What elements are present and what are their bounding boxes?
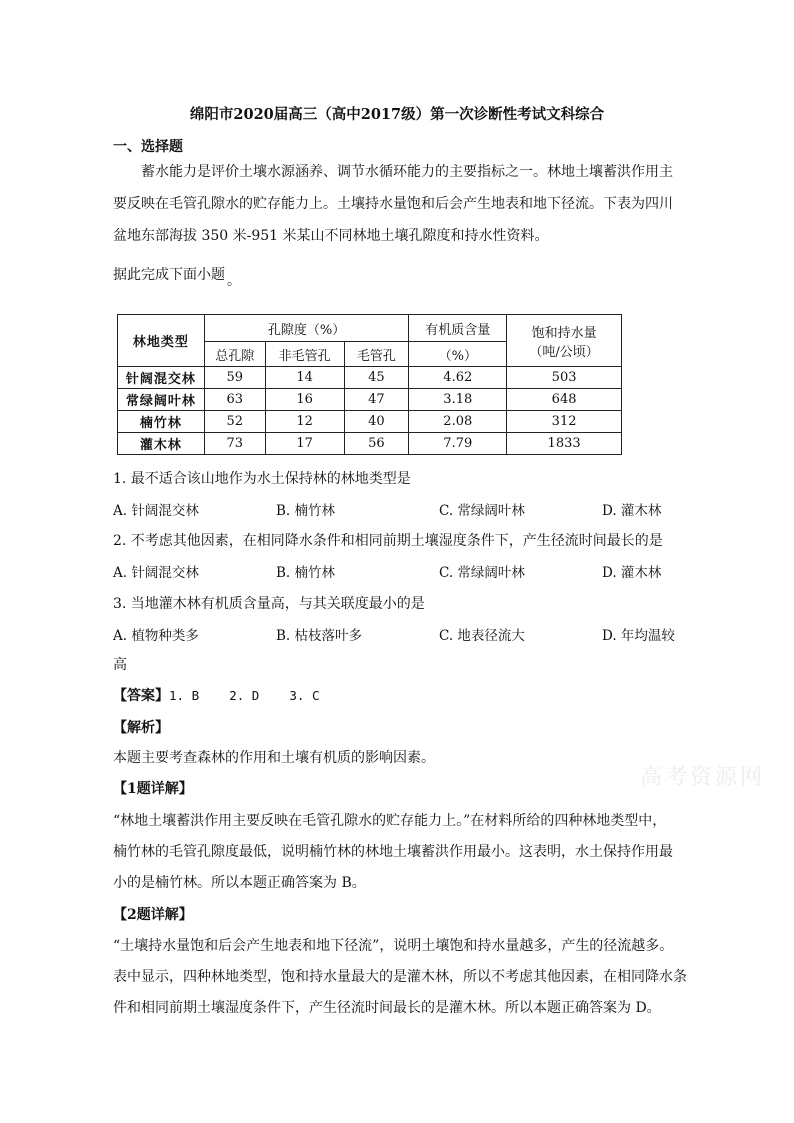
water-header-label: 饱和持水量 [531, 325, 597, 341]
answer-text: 1. B 2. D 3. C [169, 688, 320, 703]
intro-line-2: 要反映在毛管孔隙水的贮存能力上。土壤持水量饱和后会产生地表和地下径流。下表为四川 [113, 196, 673, 212]
cell-water: 648 [507, 389, 622, 411]
water-header-unit: （吨/公顷） [529, 344, 599, 360]
q2-option-c: C. 常绿阔叶林 [439, 565, 525, 581]
instruction [113, 263, 239, 287]
detail-2-line-3: 件和相同前期土壤湿度条件下，产生径流时间最长的是灌木林。所以本题正确答案为 D。 [113, 1000, 661, 1016]
forest-soil-table [117, 314, 622, 455]
cell-water: 503 [507, 367, 622, 389]
subheader-total: 总孔隙 [204, 342, 265, 367]
q2-option-d: D. 灌木林 [602, 565, 662, 581]
q2-option-b: B. 楠竹林 [276, 565, 336, 581]
q3-option-b: B. 枯枝落叶多 [276, 628, 363, 644]
porosity-header: 孔隙度（%） [204, 315, 409, 342]
cell-water: 312 [507, 411, 622, 433]
cell-noncap: 17 [265, 433, 344, 455]
page-title: 绵阳市2020届高三（高中2017级）第一次诊断性考试文科综合 [189, 106, 605, 123]
cell-noncap: 12 [265, 411, 344, 433]
q1-option-c: C. 常绿阔叶林 [439, 503, 525, 519]
analysis-text: 本题主要考查森林的作用和土壤有机质的影响因素。 [113, 750, 435, 766]
table-corner-header: 林地类型 [118, 315, 205, 367]
analysis-label: 【解析】 [113, 720, 169, 736]
detail-1-line-3: 小的是楠竹林。所以本题正确答案为 B。 [113, 875, 366, 891]
table-row [118, 411, 622, 433]
detail-1-line-2: 楠竹林的毛管孔隙度最低，说明楠竹林的林地土壤蓄洪作用最小。这表明，水土保持作用最 [113, 844, 673, 860]
detail-1-line-1: “林地土壤蓄洪作用主要反映在毛管孔隙水的贮存能力上。”在材料所给的四种林地类型中， [113, 813, 667, 829]
detail-2-label: 【2题详解】 [113, 907, 193, 923]
water-header [507, 315, 622, 367]
question-1-stem: 1. 最不适合该山地作为水土保持林的林地类型是 [113, 471, 411, 487]
subheader-capillary: 毛管孔 [344, 342, 409, 367]
question-3-stem: 3. 当地灌木林有机质含量高，与其关联度最小的是 [113, 596, 425, 612]
q3-option-c: C. 地表径流大 [439, 628, 525, 644]
detail-2-line-1: “土壤持水量饱和后会产生地表和地下径流”，说明土壤饱和持水量越多，产生的径流越多。 [113, 938, 674, 954]
detail-1-label: 【1题详解】 [113, 781, 193, 797]
table-row [118, 389, 622, 411]
cell-organic: 7.79 [409, 433, 507, 455]
intro-line-3: 盆地东部海拔 350 米-951 米某山不同林地土壤孔隙度和持水性资料。 [113, 228, 549, 244]
cell-total: 73 [204, 433, 265, 455]
table-row [118, 433, 622, 455]
table-row [118, 367, 622, 389]
cell-cap: 40 [344, 411, 409, 433]
intro-line-1: 蓄水能力是评价土壤水源涵养、调节水循环能力的主要指标之一。林地土壤蓄洪作用主 [141, 164, 673, 180]
instruction-text: 据此完成下面小题 [113, 267, 225, 283]
cell-noncap: 14 [265, 367, 344, 389]
row-type: 针阔混交林 [118, 367, 205, 389]
q1-option-d: D. 灌木林 [602, 503, 662, 519]
answer-label: 【答案】 [113, 688, 169, 704]
cell-cap: 45 [344, 367, 409, 389]
cell-organic: 4.62 [409, 367, 507, 389]
row-type: 常绿阔叶林 [118, 389, 205, 411]
detail-2-line-2: 表中显示，四种林地类型，饱和持水量最大的是灌木林，所以不考虑其他因素，在相同降水条 [113, 969, 687, 985]
question-2-stem: 2. 不考虑其他因素，在相同降水条件和相同前期土壤湿度条件下，产生径流时间最长的是 [113, 533, 663, 549]
q3-option-a: A. 植物种类多 [113, 628, 199, 644]
cell-water: 1833 [507, 433, 622, 455]
q3-option-d: D. 年均温较 [602, 628, 675, 644]
cell-organic: 2.08 [409, 411, 507, 433]
cell-total: 59 [204, 367, 265, 389]
row-type: 灌木林 [118, 433, 205, 455]
q1-option-b: B. 楠竹林 [276, 503, 336, 519]
cell-noncap: 16 [265, 389, 344, 411]
section-heading: 一、选择题 [113, 139, 183, 155]
q1-option-a: A. 针阔混交林 [113, 503, 199, 519]
cell-total: 52 [204, 411, 265, 433]
cell-cap: 56 [344, 433, 409, 455]
subheader-noncapillary: 非毛管孔 [265, 342, 344, 367]
organic-header: 有机质含量 [409, 315, 507, 342]
cell-cap: 47 [344, 389, 409, 411]
watermark: 高考资源网 [640, 765, 766, 790]
q3-option-d-wrap: 高 [113, 657, 127, 673]
instruction-mark: 。 [227, 273, 241, 289]
organic-unit: （%） [409, 342, 507, 367]
cell-total: 63 [204, 389, 265, 411]
answer-line [113, 684, 320, 708]
cell-organic: 3.18 [409, 389, 507, 411]
row-type: 楠竹林 [118, 411, 205, 433]
q2-option-a: A. 针阔混交林 [113, 565, 199, 581]
